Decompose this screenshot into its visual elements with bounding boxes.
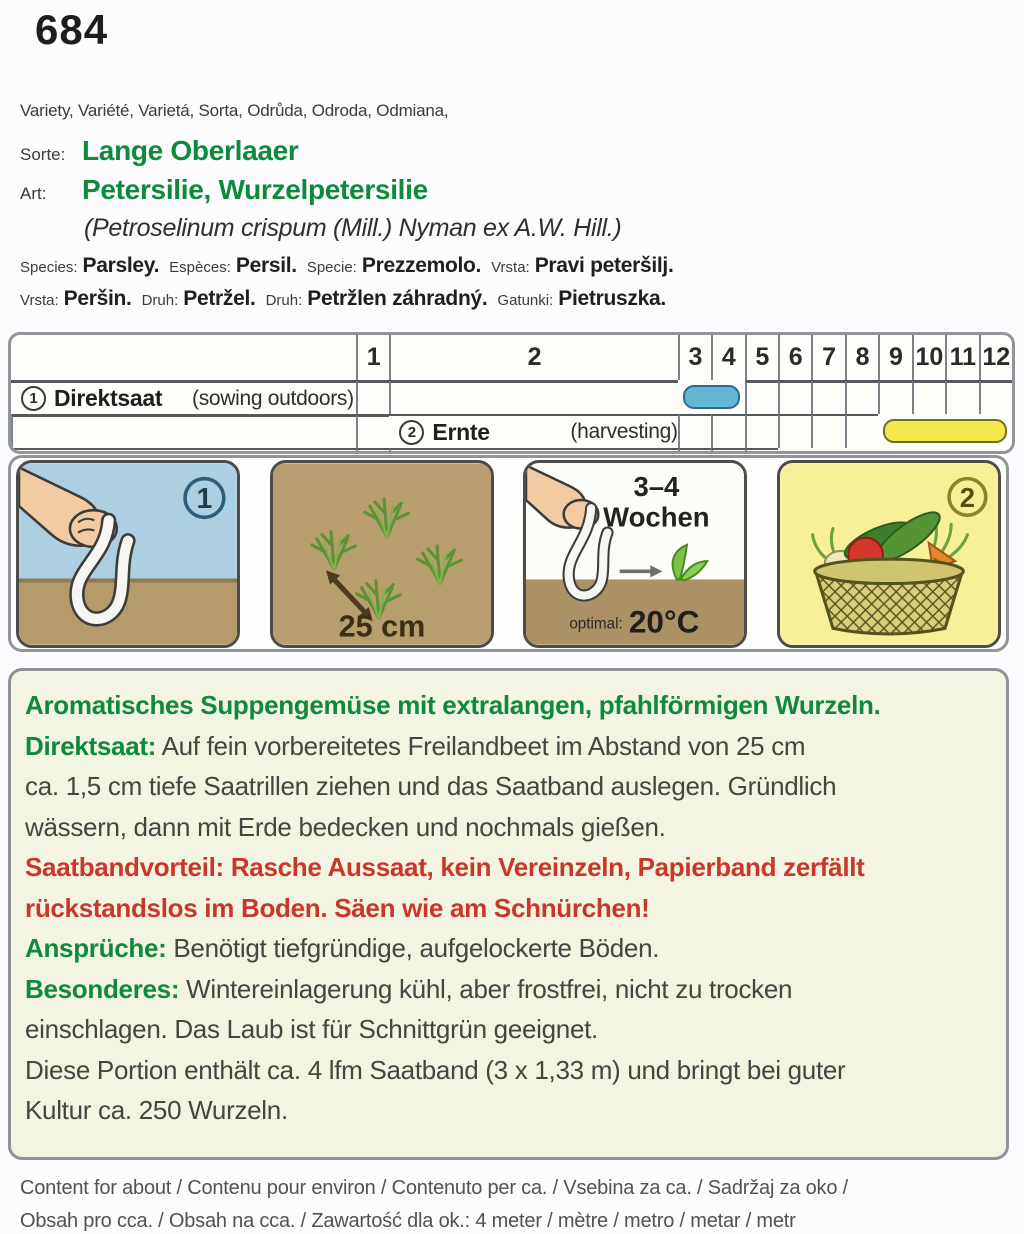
calendar-cell [979,380,1012,414]
page-number: 684 [35,6,109,53]
row-name: Ernte [432,418,490,445]
direktsaat-text: Auf fein vorbereitetes Freilandbeet im Abstand von 25 cm [156,730,806,761]
row-note: (harvesting) [570,420,678,443]
portion-text: Diese Portion enthält ca. 4 lfm Saatband (3 x 1,33 m) und bringt bei guter [25,1054,846,1085]
month-header: 4 [711,335,744,380]
month-header: 7 [811,335,844,380]
calendar-cell [811,380,844,414]
calendar-cell [711,448,744,451]
calendar-cell [356,448,389,451]
species-label: Vrsta: [20,292,59,309]
body-text: einschlagen. Das Laub ist für Schnittgrün geeignet. [25,1014,598,1044]
description-line [25,1009,992,1050]
row-note: (sowing outdoors) [192,386,354,410]
month-header: 12 [979,335,1012,380]
row-name: Direktsaat [54,385,163,411]
seed-tape-advantage-text: Saatbandvorteil: Rasche Aussaat, kein Vereinzeln, Papierband zerfällt [25,852,865,882]
species-value: Pietruszka. [558,287,666,310]
weeks-line-2: Wochen [603,500,710,532]
species-value: Petržlen záhradný. [307,287,488,310]
calendar-cell [678,414,711,448]
calendar-cell [845,380,878,414]
spacing-distance-label: 25 cm [338,609,425,644]
calendar-cell [389,380,677,414]
description-line [25,969,992,1010]
species-value: Parsley. [82,254,160,277]
calendar-cell [745,380,778,414]
description-line [25,847,992,888]
calendar-cell [811,414,844,448]
calendar-cell [11,414,356,448]
harvest-illustration [780,463,998,645]
description-line [25,807,992,848]
badge-number-1: 1 [196,482,213,515]
sowing-calendar [8,332,1015,454]
species-value: Pravi peteršilj. [534,254,674,277]
species-names-line-2 [20,287,676,311]
footer-line-2: Obsah pro cca. / Obsah na cca. / Zawartość dla ok.: 4 meter / mètre / metro / metar / metr [20,1210,796,1232]
species-names-line-1 [20,254,684,278]
month-header: 5 [745,335,778,380]
species-value: Prezzemolo. [361,254,482,277]
calendar-cell [778,380,811,414]
description-line [25,888,992,929]
circled-number-2: 2 [399,420,424,445]
germination-illustration [526,463,744,645]
month-header: 11 [945,335,978,380]
content-footer [20,1172,1010,1234]
circled-number-1: 1 [21,386,46,411]
besonderes-text: Wintereinlagerung kühl, aber frostfrei, nicht zu trocken [179,973,793,1004]
calendar-cell [945,380,978,414]
species-value: Petržel. [183,287,256,310]
calendar-cell [356,380,389,414]
variety-languages-line: Variety, Variété, Varietá, Sorta, Odrůda, Odroda, Odmiana, [20,101,449,120]
species-label: Species: [20,259,78,276]
direktsaat-label: Direktsaat: [25,730,157,761]
calendar-cell [912,380,945,414]
species-label: Vrsta: [491,259,530,276]
sorte-label: Sorte: [20,145,66,164]
calendar-cell [389,448,677,451]
calendar-corner-cell [11,335,356,380]
calendar-cell [845,414,878,448]
panel-harvest-basket [777,460,1001,648]
intro-text: Aromatisches Suppengemüse mit extralangen, pfahlförmigen Wurzeln. [25,690,881,720]
species-label: Gatunki: [497,292,554,309]
panel-germination-time [523,460,747,648]
calendar-cell [678,448,711,451]
portion-text: Kultur ca. 250 Wurzeln. [25,1095,288,1125]
month-header: 3 [678,335,711,380]
calendar-row-label-ernte [389,414,677,448]
art-label: Art: [20,184,47,203]
month-header: 10 [912,335,945,380]
calendar-cell [711,414,744,448]
art-row [20,174,428,206]
footer-line-1: Content for about / Contenu pour environ / Contenuto per ca. / Vsebina za ca. / Sadržaj za oko / [20,1177,848,1199]
optimal-temperature: 20°C [629,602,700,639]
harvest-period-bar [878,414,1012,448]
calendar-cell [745,448,778,451]
weeks-line-1: 3–4 [633,470,680,502]
cultivation-description [8,668,1009,1160]
species-label: Druh: [265,292,303,309]
sowing-period-pill [683,385,740,409]
besonderes-label: Besonderes: [25,973,180,1004]
species-label: Specie: [306,259,357,276]
panel-sowing-seed-tape [16,460,240,648]
calendar-cell [356,414,389,448]
body-text: ca. 1,5 cm tiefe Saatrillen ziehen und das Saatband auslegen. Gründlich [25,771,837,801]
calendar-cell [878,380,911,414]
sorte-row [20,135,298,167]
description-line [25,726,992,767]
species-value: Peršin. [63,287,132,310]
species-label: Druh: [141,292,179,309]
description-line [25,685,992,726]
description-line [25,928,992,969]
optimal-label: optimal: [569,614,624,632]
calendar-cell [778,414,811,448]
description-line [25,1090,992,1131]
ansprueche-text: Benötigt tiefgründige, aufgelockerte Böden. [166,933,660,963]
month-header: 8 [845,335,878,380]
species-label: Espèces: [169,259,231,276]
calendar-grid [11,335,1012,451]
seed-tape-advantage-text: rückstandslos im Boden. Säen wie am Schnürchen! [25,892,650,923]
calendar-cell [11,448,356,451]
month-header: 6 [778,335,811,380]
sowing-illustration [19,463,237,645]
calendar-row-label-direktsaat [11,380,356,414]
spacing-illustration [273,463,491,645]
species-common-name: Petersilie, Wurzelpetersilie [82,174,428,205]
month-header: 2 [389,335,677,380]
ansprueche-label: Ansprüche: [25,933,167,963]
description-line [25,766,992,807]
calendar-cell [745,414,778,448]
description-line [25,1050,992,1091]
month-header: 1 [356,335,389,380]
badge-number-2: 2 [959,481,976,513]
harvest-period-pill [883,419,1007,443]
botanical-name: (Petroselinum crispum (Mill.) Nyman ex A.W. Hill.) [84,214,622,242]
sowing-period-bar [678,380,745,414]
body-text: wässern, dann mit Erde bedecken und nochmals gießen. [25,811,666,842]
month-header: 9 [878,335,911,380]
instruction-panels [8,455,1009,652]
panel-plant-spacing [270,460,494,648]
variety-name: Lange Oberlaaer [82,135,299,166]
species-value: Persil. [235,254,297,277]
